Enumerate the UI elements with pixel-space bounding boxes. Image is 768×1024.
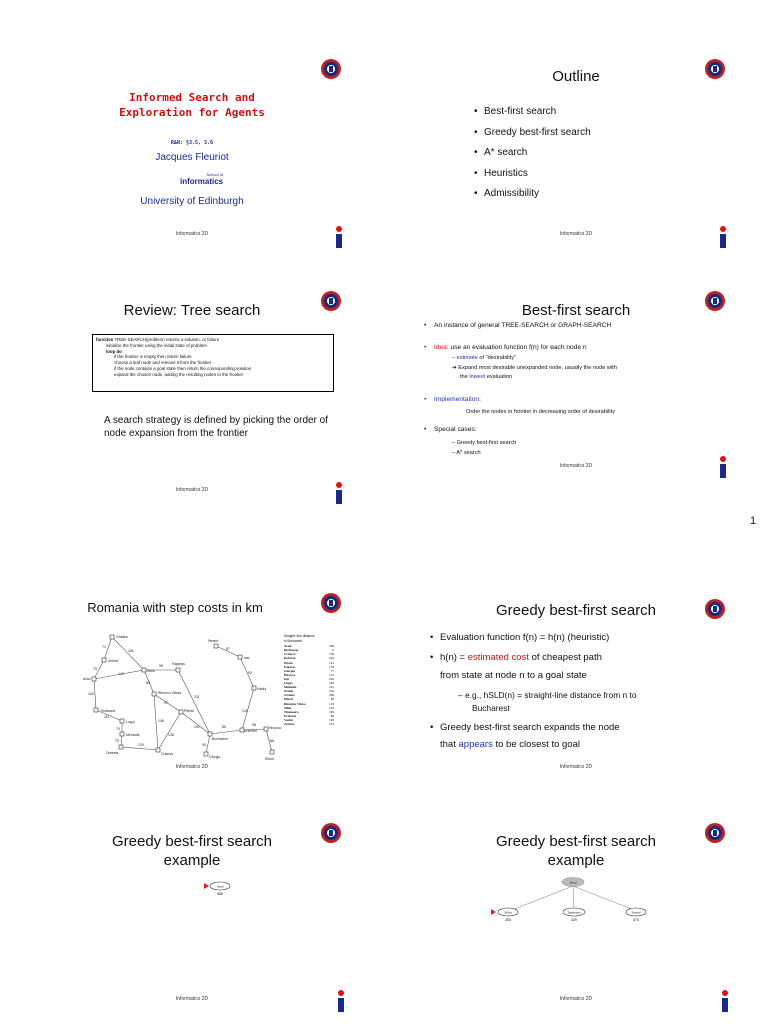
svg-text:Giurgiu: Giurgiu <box>209 755 221 759</box>
informatics-i-icon <box>336 990 346 1012</box>
bullet-special-cases: • Special cases: <box>424 426 477 433</box>
informatics-i-icon <box>718 456 728 478</box>
svg-text:140: 140 <box>118 672 124 676</box>
informatics-logo: School of informatics <box>180 172 224 186</box>
svg-text:Bucharest: Bucharest <box>212 737 228 741</box>
svg-text:366: 366 <box>217 892 223 896</box>
svg-text:Lugoj: Lugoj <box>126 720 135 724</box>
slide-title: Romania with step costs in km <box>87 600 263 615</box>
sld-row: Pitesti 98 <box>284 697 334 702</box>
current-node-arrow-icon <box>491 909 496 915</box>
bullet-heuristic: • h(n) = estimated cost of cheapest path <box>430 652 602 663</box>
sub-example: – e.g., hSLD(n) = straight-line distance from n to <box>458 690 637 700</box>
slide-outline <box>384 0 768 256</box>
svg-text:92: 92 <box>248 671 252 675</box>
slide-title: Outline <box>552 68 600 85</box>
bullet-greedy-expands: • Greedy best-first search expands the node <box>430 722 620 733</box>
svg-text:71: 71 <box>102 645 106 649</box>
sld-row: Giurgiu 77 <box>284 668 334 673</box>
sub-lowest: the lowest evaluation <box>460 374 513 380</box>
sld-row: Vaslui 199 <box>284 717 334 722</box>
svg-text:Zerind: Zerind <box>108 659 118 663</box>
svg-text:151: 151 <box>128 649 134 653</box>
sub-astar: – A* search <box>452 450 481 456</box>
outline-item: • A* search <box>474 143 591 164</box>
svg-text:Pitesti: Pitesti <box>184 709 194 713</box>
university-crest-icon <box>320 58 342 80</box>
svg-text:111: 111 <box>104 715 110 719</box>
svg-text:374: 374 <box>633 918 639 922</box>
sld-row: Arad 366 <box>284 644 334 649</box>
current-node-arrow-icon <box>204 883 209 889</box>
outline-item: • Best-first search <box>474 102 591 123</box>
slide-title: Greedy best-first search example <box>111 833 273 869</box>
svg-text:75: 75 <box>93 667 97 671</box>
svg-text:Craiova: Craiova <box>161 752 174 756</box>
informatics-i-icon <box>720 990 730 1012</box>
svg-text:Rimnicu Vilcea: Rimnicu Vilcea <box>158 691 182 695</box>
slide-footer: Informatics 2D <box>175 764 209 768</box>
bullet-instance: • An instance of general TREE-SEARCH or GRAPH-SEARCH <box>424 322 612 329</box>
svg-text:146: 146 <box>158 719 164 723</box>
slide-footer: Informatics 2D <box>559 764 593 768</box>
slide-footer: Informatics 2D <box>175 996 209 1002</box>
svg-text:97: 97 <box>164 701 168 705</box>
bullet-evaluation: • Evaluation function f(n) = h(n) (heuristic) <box>430 632 610 643</box>
slide-footer: Informatics 2D <box>559 463 593 469</box>
svg-text:Mehadia: Mehadia <box>126 733 140 737</box>
svg-text:80: 80 <box>146 681 150 685</box>
svg-text:Arad: Arad <box>83 677 91 681</box>
slide-greedy-bfs <box>384 512 768 768</box>
svg-text:98: 98 <box>252 723 256 727</box>
slide-romania-map <box>0 512 384 768</box>
svg-text:Timisoara: Timisoara <box>100 709 116 713</box>
svg-text:329: 329 <box>571 918 577 922</box>
slide-best-first <box>384 256 768 512</box>
sld-row: Zerind 374 <box>284 721 334 726</box>
slide-title: Best-first search <box>521 302 631 319</box>
slide-footer: Informatics 2D <box>559 996 593 1002</box>
svg-text:Eforie: Eforie <box>265 757 275 761</box>
sld-row: Neamt 234 <box>284 689 334 694</box>
svg-text:253: 253 <box>505 918 511 922</box>
svg-text:Sibiu: Sibiu <box>504 910 512 915</box>
straight-line-distance-table: Straight−line distance to Bucharest Arad 366 Bucharest 0 Craiova 160 Dobreta 242 Eforie 161 Fagaras 178 Giurgiu 77 Hirsova 151 Iasi 226 Lugoj 244 Mehadia 241 Neamt 234 Oradea 380 Pitesti 98 Rimnicu Vilcea 193 Sibiu 253 Timisoara 329 Urziceni 80 Vaslui 199 Zerind 374 <box>284 634 334 726</box>
presentation-title: Informed Search and Exploration for Agents <box>119 91 265 119</box>
university-name: University of Edinburgh <box>140 196 244 207</box>
sld-row: Sibiu 253 <box>284 705 334 710</box>
slide-greedy-example-1 <box>0 768 384 1024</box>
svg-text:Timisoara: Timisoara <box>567 910 581 915</box>
svg-text:Oradea: Oradea <box>116 635 128 639</box>
informatics-i-icon <box>334 482 344 504</box>
svg-text:120: 120 <box>138 743 144 747</box>
svg-text:Iasi: Iasi <box>244 656 250 660</box>
informatics-i-icon <box>718 226 728 248</box>
tree-search-pseudocode: function TREE-SEARCH(problem) returns a solution, or failure initialize the frontier using the initial state of problem loop do if the frontier is empty then return failure choose a leaf node and remove it from the frontier if the node contains a goal state then return the corresponding solution expand the chosen node, adding the resulting nodes to the frontier <box>92 334 334 392</box>
sld-row: Hirsova 151 <box>284 672 334 677</box>
author-name: Jacques Fleuriot <box>155 152 229 163</box>
sub-greedy: – Greedy best-first search <box>452 440 517 446</box>
svg-text:118: 118 <box>88 692 94 696</box>
sld-row: Iasi 226 <box>284 676 334 681</box>
slide-footer: Informatics 2D <box>559 231 593 237</box>
svg-text:Dobreta: Dobreta <box>106 751 119 755</box>
slide-title: Greedy best-first search <box>495 602 657 619</box>
sld-row: Dobreta 242 <box>284 656 334 661</box>
strategy-text: A search strategy is defined by picking the order of node expansion from the frontier <box>104 415 329 439</box>
svg-text:85: 85 <box>222 725 226 729</box>
svg-text:Sibiu: Sibiu <box>147 669 155 673</box>
sld-row: Mehadia 241 <box>284 685 334 690</box>
svg-text:Arad: Arad <box>216 884 224 889</box>
sld-row: Fagaras 178 <box>284 664 334 669</box>
sub-estimate: – estimate of "desirability" <box>452 355 516 361</box>
outline-item: • Greedy best-first search <box>474 123 591 144</box>
sld-row: Rimnicu Vilcea 193 <box>284 701 334 706</box>
svg-text:99: 99 <box>159 664 163 668</box>
svg-text:101: 101 <box>194 725 200 729</box>
svg-text:Vaslui: Vaslui <box>257 687 267 691</box>
svg-text:90: 90 <box>202 743 206 747</box>
outline-list <box>474 102 591 205</box>
svg-text:Urziceni: Urziceni <box>244 729 257 733</box>
svg-text:138: 138 <box>168 733 174 737</box>
svg-text:Zerind: Zerind <box>631 910 641 915</box>
sld-row: Craiova 160 <box>284 652 334 657</box>
sld-row: Lugoj 244 <box>284 681 334 686</box>
sld-row: Oradea 380 <box>284 693 334 698</box>
search-tree <box>488 876 658 926</box>
reading-reference: R&N: §3.5, 3.6 <box>170 140 214 146</box>
svg-text:Fagaras: Fagaras <box>172 662 185 666</box>
sub-expand: ➔ Expand most desirable unexpanded node, usually the node with <box>452 365 617 371</box>
search-tree <box>196 880 232 900</box>
sld-row: Bucharest 0 <box>284 648 334 653</box>
svg-text:75: 75 <box>115 739 119 743</box>
sub-order: Order the nodes in frontier in decreasing order of desirability <box>466 409 615 415</box>
svg-text:Neamt: Neamt <box>208 639 219 643</box>
slide-title: Review: Tree search <box>123 302 261 319</box>
slide-footer: Informatics 2D <box>175 487 209 493</box>
sld-row: Timisoara 329 <box>284 709 334 714</box>
slide-greedy-example-2 <box>384 768 768 1024</box>
outline-item: • Heuristics <box>474 164 591 185</box>
svg-text:70: 70 <box>116 727 120 731</box>
slide-tree-search <box>0 256 384 512</box>
slide-title: Greedy best-first search example <box>495 833 657 869</box>
bullet-heuristic-line2: from state at node n to a goal state <box>440 670 587 681</box>
svg-text:211: 211 <box>194 695 200 699</box>
svg-text:Arad: Arad <box>569 880 577 885</box>
page-number: 1 <box>750 515 757 527</box>
outline-item: • Admissibility <box>474 184 591 205</box>
slide-footer: Informatics 2D <box>175 231 209 237</box>
svg-text:142: 142 <box>242 709 248 713</box>
svg-text:86: 86 <box>270 739 274 743</box>
bullet-idea: • Idea: use an evaluation function f(n) for each node n <box>424 344 587 351</box>
romania-map <box>76 632 286 762</box>
sld-row: Eforie 161 <box>284 660 334 665</box>
svg-text:Hirsova: Hirsova <box>269 726 281 730</box>
svg-text:87: 87 <box>226 647 230 651</box>
bullet-greedy-line2: that appears to be closest to goal <box>440 739 580 750</box>
bullet-implementation: • Implementation: <box>424 396 481 403</box>
sld-row: Urziceni 80 <box>284 713 334 718</box>
informatics-i-icon <box>334 226 344 248</box>
slide-title <box>0 0 384 256</box>
sub-example-line2: Bucharest <box>472 703 510 713</box>
